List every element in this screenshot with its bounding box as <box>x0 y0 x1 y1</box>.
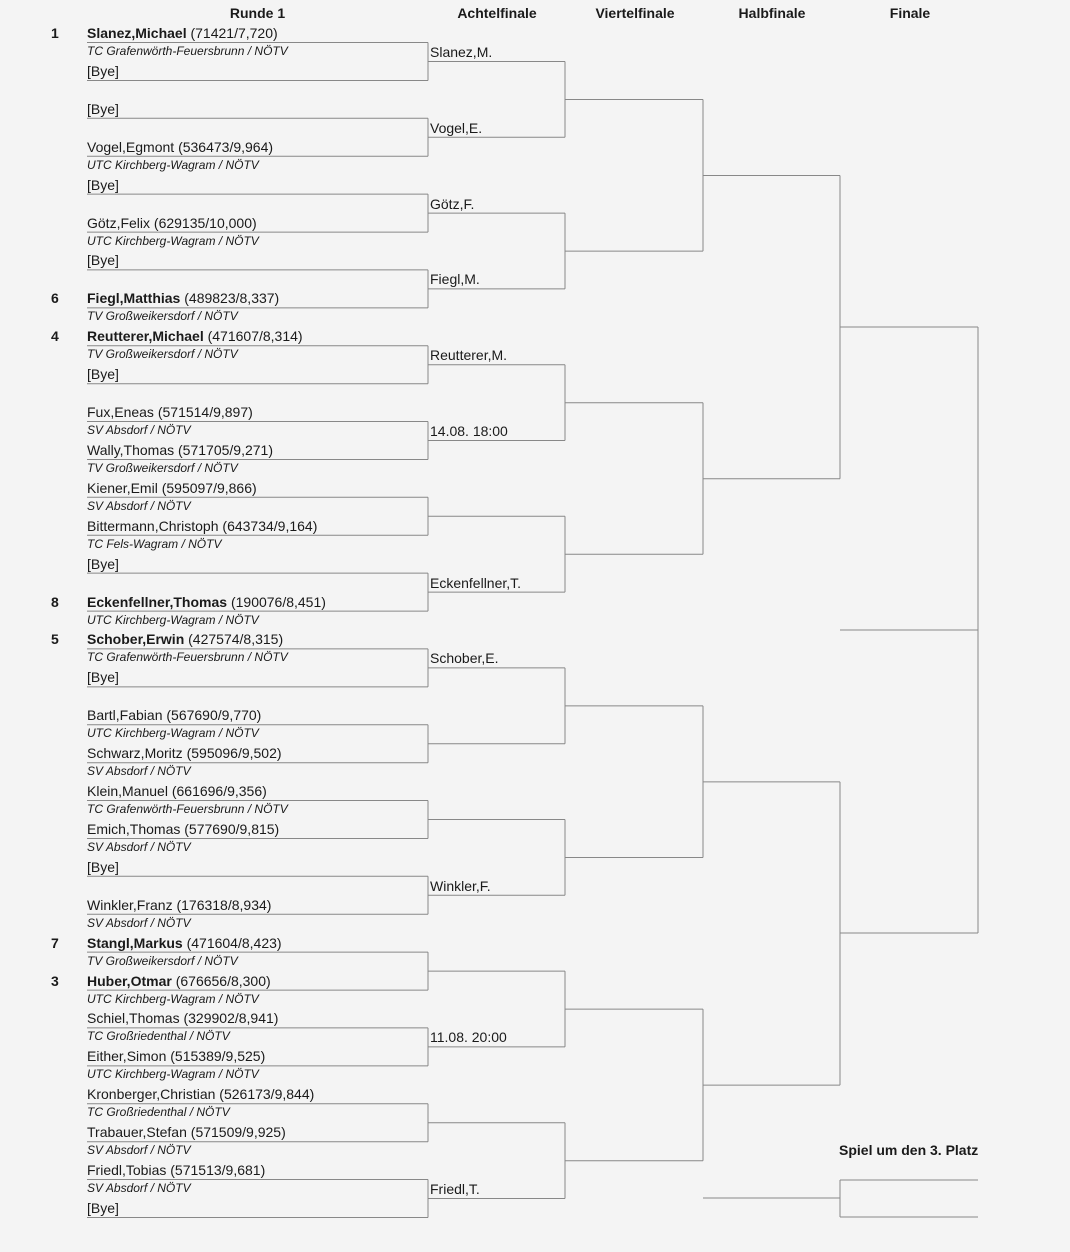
player-name: Schwarz,Moritz <box>87 745 183 762</box>
player-entry <box>87 782 267 800</box>
player-name: Schiel,Thomas <box>87 1010 180 1027</box>
player-club: TV Großweikersdorf / NÖTV <box>87 953 238 968</box>
player-ranking: (643734/9,164) <box>222 517 318 534</box>
bye-slot <box>87 1199 119 1217</box>
player-name: Wally,Thomas <box>87 441 175 458</box>
player-ranking: (577690/9,815) <box>184 820 280 837</box>
bye-slot <box>87 365 119 383</box>
achtelfinale-winner: Slanez,M. <box>430 44 493 60</box>
player-name: Vogel,Egmont <box>87 138 175 155</box>
player-name: Kronberger,Christian <box>87 1086 216 1103</box>
achtelfinale-winner: Winkler,F. <box>430 877 491 894</box>
player-ranking: (515389/9,525) <box>170 1048 266 1065</box>
player-name: Kiener,Emil <box>87 479 158 496</box>
player-club: SV Absdorf / NÖTV <box>87 498 191 513</box>
player-name: Slanez,Michael <box>87 25 187 41</box>
player-club: TC Großriedenthal / NÖTV <box>87 1029 230 1044</box>
player-club: SV Absdorf / NÖTV <box>87 1181 191 1195</box>
player-entry <box>87 1085 314 1103</box>
player-name: Emich,Thomas <box>87 820 181 837</box>
player-ranking: (427574/8,315) <box>188 631 284 648</box>
seed-number: 7 <box>51 934 59 951</box>
player-ranking: (676656/8,300) <box>175 972 271 989</box>
player-club: SV Absdorf / NÖTV <box>87 839 191 854</box>
bye-slot <box>87 858 119 876</box>
bye-slot <box>87 100 119 118</box>
player-ranking: (176318/8,934) <box>176 896 272 913</box>
bye-slot <box>87 555 119 573</box>
achtelfinale-winner: Fiegl,M. <box>430 271 480 288</box>
achtelfinale-winner: Friedl,T. <box>430 1181 480 1197</box>
player-club: UTC Kirchberg-Wagram / NÖTV <box>87 991 259 1006</box>
player-entry <box>87 517 317 535</box>
seed-number: 1 <box>51 25 59 41</box>
player-club: SV Absdorf / NÖTV <box>87 915 191 930</box>
player-club: TV Großweikersdorf / NÖTV <box>87 309 238 324</box>
player-name: Winkler,Franz <box>87 896 173 913</box>
achtelfinale-winner: Götz,F. <box>430 195 475 212</box>
player-ranking: (190076/8,451) <box>230 593 326 610</box>
player-entry <box>87 403 253 421</box>
seed-number: 4 <box>51 328 59 345</box>
player-name: Götz,Felix <box>87 214 151 231</box>
player-entry <box>87 630 283 648</box>
achtelfinale-winner: Eckenfellner,T. <box>430 574 522 591</box>
player-entry <box>87 1009 278 1027</box>
player-entry <box>87 1123 286 1141</box>
player-entry <box>87 820 279 838</box>
player-entry <box>87 289 279 307</box>
achtelfinale-winner: Vogel,E. <box>430 119 483 136</box>
header-finale: Finale <box>889 5 931 21</box>
player-name: Trabauer,Stefan <box>87 1124 187 1141</box>
player-ranking: (661696/9,356) <box>171 783 267 799</box>
player-club: SV Absdorf / NÖTV <box>87 423 191 437</box>
player-name: Klein,Manuel <box>87 783 168 799</box>
player-entry <box>87 214 257 232</box>
player-name: [Bye] <box>87 62 119 79</box>
seed-number: 8 <box>51 593 59 610</box>
player-club: UTC Kirchberg-Wagram / NÖTV <box>87 612 259 627</box>
header-viertelfinale: Viertelfinale <box>595 5 675 21</box>
player-name: Fux,Eneas <box>87 404 154 420</box>
player-name: [Bye] <box>87 176 119 193</box>
player-name: Friedl,Tobias <box>87 1162 167 1178</box>
header-runde-1: Runde 1 <box>229 5 286 21</box>
player-entry <box>87 138 273 156</box>
player-club: UTC Kirchberg-Wagram / NÖTV <box>87 1067 259 1082</box>
player-ranking: (536473/9,964) <box>178 138 274 155</box>
player-entry <box>87 972 271 990</box>
player-ranking: (571509/9,925) <box>190 1124 286 1141</box>
achtelfinale-winner: Reutterer,M. <box>430 347 508 364</box>
player-name: [Bye] <box>87 100 119 117</box>
player-name: Fiegl,Matthias <box>87 290 181 307</box>
player-name: Either,Simon <box>87 1048 167 1065</box>
header-halbfinale: Halbfinale <box>738 5 806 21</box>
player-ranking: (471604/8,423) <box>186 934 282 951</box>
player-name: Bartl,Fabian <box>87 707 163 724</box>
match-schedule: 14.08. 18:00 <box>430 423 508 439</box>
player-ranking: (629135/10,000) <box>153 214 257 231</box>
player-club: TC Grafenwörth-Feuersbrunn / NÖTV <box>87 44 288 58</box>
third-place-title: Spiel um den 3. Platz <box>839 1142 979 1158</box>
player-name: [Bye] <box>87 252 119 269</box>
player-name: Reutterer,Michael <box>87 328 204 345</box>
player-entry <box>87 1161 265 1179</box>
player-ranking: (71421/7,720) <box>190 25 278 41</box>
player-club: TC Grafenwörth-Feuersbrunn / NÖTV <box>87 650 288 665</box>
match-schedule: 11.08. 20:00 <box>430 1029 507 1046</box>
header-achtelfinale: Achtelfinale <box>457 5 537 21</box>
seed-number: 6 <box>51 290 59 307</box>
bye-slot <box>87 176 119 194</box>
player-name: Eckenfellner,Thomas <box>87 593 228 610</box>
player-ranking: (595096/9,502) <box>186 745 282 762</box>
player-entry <box>87 896 271 914</box>
player-club: UTC Kirchberg-Wagram / NÖTV <box>87 157 259 172</box>
player-entry <box>87 593 326 611</box>
player-club: SV Absdorf / NÖTV <box>87 764 191 779</box>
player-entry <box>87 24 278 42</box>
player-entry <box>87 327 303 345</box>
player-name: Stangl,Markus <box>87 934 183 951</box>
bye-slot <box>87 251 119 269</box>
player-name: Schober,Erwin <box>87 631 185 648</box>
player-name: [Bye] <box>87 858 119 875</box>
player-name: [Bye] <box>87 669 119 686</box>
player-entry <box>87 706 261 724</box>
player-club: TV Großweikersdorf / NÖTV <box>87 347 238 362</box>
player-club: SV Absdorf / NÖTV <box>87 1143 191 1158</box>
player-ranking: (329902/8,941) <box>183 1010 279 1027</box>
player-entry <box>87 744 282 762</box>
seed-number: 3 <box>51 972 59 989</box>
player-ranking: (595097/9,866) <box>161 479 257 496</box>
player-entry <box>87 1047 265 1065</box>
player-entry <box>87 479 257 497</box>
player-entry <box>87 441 273 459</box>
bye-slot <box>87 668 119 686</box>
player-club: TC Grafenwörth-Feuersbrunn / NÖTV <box>87 802 288 816</box>
player-name: [Bye] <box>87 1199 119 1216</box>
player-club: UTC Kirchberg-Wagram / NÖTV <box>87 726 259 741</box>
player-ranking: (567690/9,770) <box>166 707 262 724</box>
player-ranking: (571514/9,897) <box>157 404 253 420</box>
player-name: Bittermann,Christoph <box>87 517 219 534</box>
player-ranking: (571705/9,271) <box>178 441 273 458</box>
player-club: TC Großriedenthal / NÖTV <box>87 1105 230 1120</box>
player-ranking: (571513/9,681) <box>170 1162 266 1178</box>
player-club: TV Großweikersdorf / NÖTV <box>87 460 238 475</box>
player-ranking: (471607/8,314) <box>207 328 303 345</box>
seed-number: 5 <box>51 631 59 648</box>
player-club: UTC Kirchberg-Wagram / NÖTV <box>87 233 259 248</box>
player-ranking: (526173/9,844) <box>219 1086 315 1103</box>
player-club: TC Fels-Wagram / NÖTV <box>87 536 222 551</box>
player-name: [Bye] <box>87 555 119 572</box>
player-name: [Bye] <box>87 366 119 383</box>
bye-slot <box>87 62 119 80</box>
achtelfinale-winner: Schober,E. <box>430 650 499 667</box>
player-entry <box>87 934 282 952</box>
player-name: Huber,Otmar <box>87 972 172 989</box>
player-ranking: (489823/8,337) <box>184 290 280 307</box>
